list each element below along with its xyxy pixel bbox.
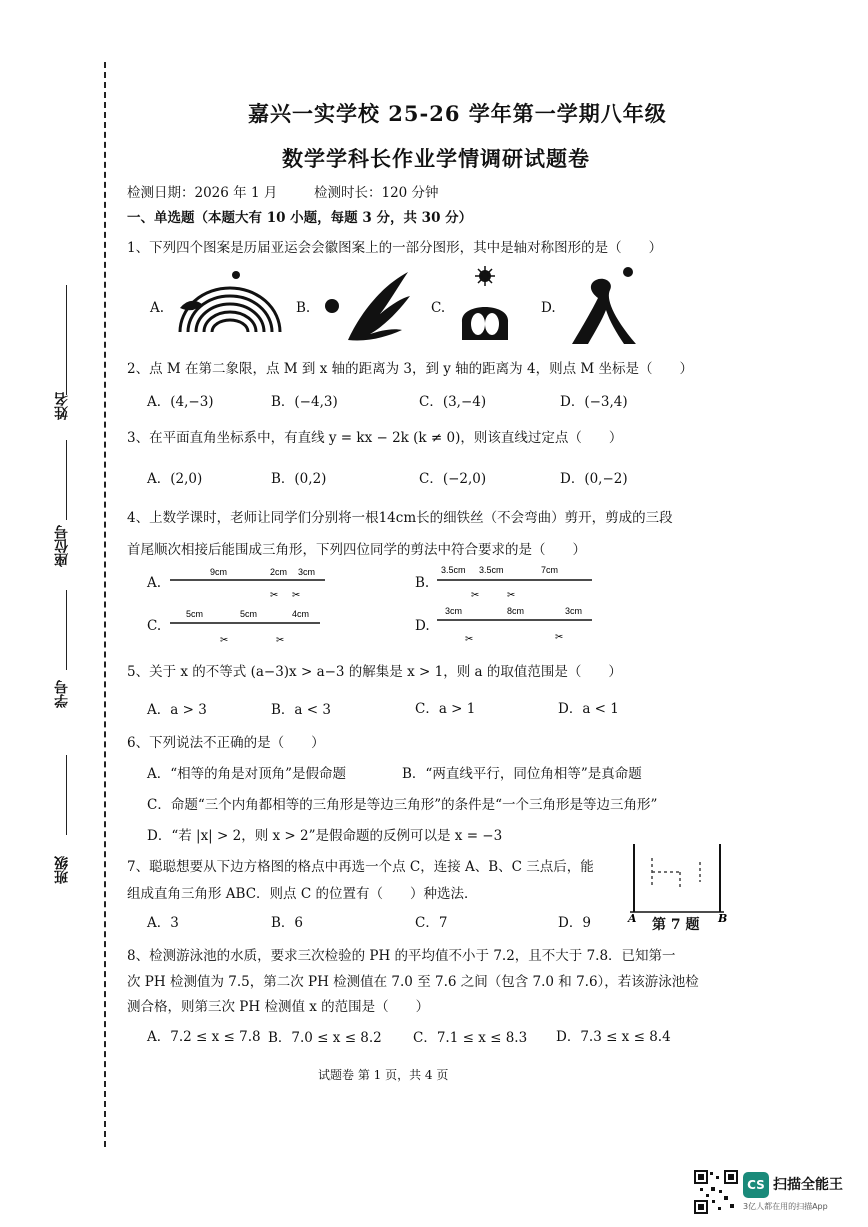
test-duration: 检测时长：120 分钟 xyxy=(314,185,439,201)
name-blank-line xyxy=(66,285,67,395)
q4-d-seg2: 8cm xyxy=(507,606,525,616)
q6-option-b: B．“两直线平行，同位角相等”是真命题 xyxy=(402,766,642,782)
name-label: 姓名 xyxy=(54,392,70,420)
id-blank-line xyxy=(66,590,67,670)
q8-option-d: D．7.3 ≤ x ≤ 8.4 xyxy=(556,1029,671,1045)
q4-stem-line1: 4、上数学课时，老师让同学们分别将一根14cm长的细铁丝（不会弯曲）剪开，剪成的三段 xyxy=(127,510,673,526)
q4-a-seg1: 9cm xyxy=(210,567,228,577)
q8-stem-line3: 测合格，则第三次 PH 检测值 x 的范围是（ ） xyxy=(127,999,430,1015)
q1-emblem-b-image xyxy=(318,268,412,344)
test-date: 检测日期：2026 年 1 月 xyxy=(127,185,278,201)
q3-option-a: A．(2,0) xyxy=(147,471,203,487)
q5-option-c: C．a > 1 xyxy=(415,701,476,717)
q1-stem: 1、下列四个图案是历届亚运会会徽图案上的一部分图形，其中是轴对称图形的是（ ） xyxy=(127,240,663,256)
q4-option-d-diagram xyxy=(437,602,597,646)
class-label: 班级 xyxy=(54,856,70,884)
q4-option-d: D. xyxy=(415,618,430,634)
qr-code-icon xyxy=(694,1170,738,1214)
q7-option-b: B．6 xyxy=(271,915,304,931)
q4-d-seg1: 3cm xyxy=(445,606,463,616)
q8-option-c: C．7.1 ≤ x ≤ 8.3 xyxy=(413,1030,528,1046)
q6-option-a: A．“相等的角是对顶角”是假命题 xyxy=(147,766,347,782)
scissors-icon: ✂ xyxy=(292,590,301,601)
q2-option-a: A．(4,−3) xyxy=(147,394,214,410)
watermark-tagline: 3亿人都在用的扫描App xyxy=(743,1202,828,1211)
q5-option-a: A．a > 3 xyxy=(147,702,207,718)
q1-option-c: C. xyxy=(431,300,446,316)
q4-a-seg3: 3cm xyxy=(298,567,316,577)
q4-option-c: C. xyxy=(147,618,162,634)
q4-option-a: A. xyxy=(147,575,162,591)
q4-option-a-diagram xyxy=(170,562,330,602)
q1-option-d: D. xyxy=(541,300,556,316)
scissors-icon: ✂ xyxy=(270,590,279,601)
q4-stem-line2: 首尾顺次相接后能围成三角形，下列四位同学的剪法中符合要求的是（ ） xyxy=(127,542,586,558)
q7-stem-line2: 组成直角三角形 ABC．则点 C 的位置有（ ）种选法． xyxy=(127,886,478,902)
q1-option-a: A. xyxy=(150,300,165,316)
q7-point-a: A xyxy=(628,912,637,925)
q4-d-seg3: 3cm xyxy=(565,606,583,616)
class-blank-line xyxy=(66,755,67,835)
q2-stem: 2、点 M 在第二象限，点 M 到 x 轴的距离为 3，到 y 轴的距离为 4，则点 M 坐标是（ ） xyxy=(127,361,693,377)
q4-option-b-diagram xyxy=(437,562,597,602)
page-title: 嘉兴一实学校 25-26 学年第一学期八年级 xyxy=(248,101,667,126)
scissors-icon: ✂ xyxy=(465,634,474,645)
q3-stem: 3、在平面直角坐标系中，有直线 y = kx − 2k (k ≠ 0)，则该直线过定点（ ） xyxy=(127,430,623,446)
q7-option-c: C．7 xyxy=(415,915,448,931)
page-footer: 试题卷 第 1 页，共 4 页 xyxy=(318,1068,449,1082)
q7-option-a: A．3 xyxy=(147,915,179,931)
q4-a-seg2: 2cm xyxy=(270,567,288,577)
q2-option-d: D．(−3,4) xyxy=(560,394,628,410)
q5-stem: 5、关于 x 的不等式 (a−3)x > a−3 的解集是 x > 1，则 a 的取值范围是（ ） xyxy=(127,664,622,680)
camscanner-logo-icon: CS xyxy=(743,1172,769,1198)
q4-c-seg2: 5cm xyxy=(240,609,258,619)
q7-figure-caption: 第 7 题 xyxy=(652,917,700,933)
page-subtitle: 数学学科长作业学情调研试题卷 xyxy=(282,146,590,171)
q6-option-c: C．命题“三个内角都相等的三角形是等边三角形”的条件是“一个三角形是等边三角形” xyxy=(147,797,658,813)
q7-point-b: B xyxy=(718,912,728,925)
q1-emblem-c-image xyxy=(456,266,514,346)
seat-blank-line xyxy=(66,440,67,520)
q5-option-b: B．a < 3 xyxy=(271,702,331,718)
seat-label: 座位号 xyxy=(54,525,70,567)
q4-b-seg3: 7cm xyxy=(541,565,559,575)
q8-option-a: A．7.2 ≤ x ≤ 7.8 xyxy=(147,1029,261,1045)
q1-emblem-d-image xyxy=(570,264,640,346)
q6-option-d: D．“若 |x| > 2，则 x > 2”是假命题的反例可以是 x = −3 xyxy=(147,828,503,844)
section-heading: 一、单选题（本题大有 10 小题，每题 3 分，共 30 分） xyxy=(127,210,473,226)
q1-emblem-a-image xyxy=(172,268,284,338)
q8-stem-line2: 次 PH 检测值为 7.5，第二次 PH 检测值在 7.0 至 7.6 之间（包含 7.0 和 7.6），若该游泳池检 xyxy=(127,974,699,990)
q4-c-seg1: 5cm xyxy=(186,609,204,619)
q8-option-b: B．7.0 ≤ x ≤ 8.2 xyxy=(268,1030,382,1046)
q7-stem-line1: 7、聪聪想要从下边方格图的格点中再选一个点 C，连接 A、B、C 三点后，能 xyxy=(127,859,594,875)
q5-option-d: D．a < 1 xyxy=(558,701,619,717)
watermark-brand: 扫描全能王 xyxy=(773,1177,843,1193)
scissors-icon: ✂ xyxy=(555,632,564,643)
scissors-icon: ✂ xyxy=(507,590,516,601)
q8-stem-line1: 8、检测游泳池的水质，要求三次检验的 PH 的平均值不小于 7.2，且不大于 7.8．已知第一 xyxy=(127,948,676,964)
q4-c-seg3: 4cm xyxy=(292,609,310,619)
q6-stem: 6、下列说法不正确的是（ ） xyxy=(127,735,325,751)
id-label: 学号 xyxy=(54,680,70,708)
scissors-icon: ✂ xyxy=(220,635,229,646)
q4-b-seg2: 3.5cm xyxy=(479,565,504,575)
binding-dashed-line xyxy=(104,62,106,1147)
scissors-icon: ✂ xyxy=(276,635,285,646)
q2-option-c: C．(3,−4) xyxy=(419,394,487,410)
q7-option-d: D．9 xyxy=(558,915,591,931)
q4-option-b: B. xyxy=(415,575,430,591)
q3-option-b: B．(0,2) xyxy=(271,471,327,487)
scissors-icon: ✂ xyxy=(471,590,480,601)
q4-b-seg1: 3.5cm xyxy=(441,565,466,575)
q3-option-d: D．(0,−2) xyxy=(560,471,628,487)
q3-option-c: C．(−2,0) xyxy=(419,471,487,487)
q1-option-b: B. xyxy=(296,300,311,316)
q4-option-c-diagram xyxy=(170,605,330,647)
q2-option-b: B．(−4,3) xyxy=(271,394,338,410)
